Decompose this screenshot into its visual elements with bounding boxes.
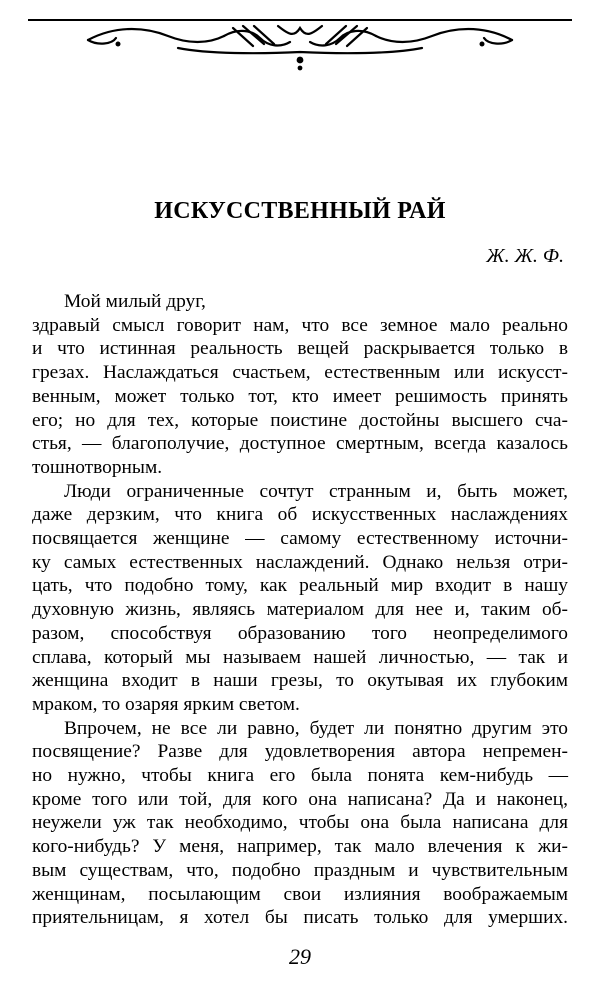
text-line: духовную жизнь, являясь материалом для нее и, таким об- xyxy=(32,599,568,621)
text-line: но нужно, чтобы книга его была понята кем-нибудь — xyxy=(32,765,568,787)
text-line: Впрочем, не все ли равно, будет ли понятно другим это xyxy=(64,717,568,739)
text-line: неужели уж так необходимо, чтобы она была написана для xyxy=(32,812,568,834)
text-line: венным, может только тот, кто имеет решимость принять xyxy=(32,385,568,407)
page-number: 29 xyxy=(289,944,311,969)
text-line: тошнотворным. xyxy=(32,456,163,478)
text-line: кроме того или той, для кого она написана? Да и наконец, xyxy=(32,788,568,810)
text-line: посвящается женщине — самому естественному источни- xyxy=(32,528,568,550)
text-line: посвящение? Разве для удовлетворения автора непремен- xyxy=(32,741,568,763)
text-line: мраком, то озаряя ярким светом. xyxy=(32,693,300,715)
text-line: вым существам, что, подобно праздным и чувствительным xyxy=(32,859,568,881)
paragraph xyxy=(32,480,568,717)
text-line: женщина входит в наши грезы, то окутывая их глубоким xyxy=(32,670,568,692)
paragraph xyxy=(32,290,568,480)
text-line: здравый смысл говорит нам, что все земное мало реально xyxy=(32,314,568,336)
text-line: грезах. Наслаждаться счастьем, естественным или искусст- xyxy=(32,362,568,384)
text-line: и что истинная реальность вещей раскрывается только в xyxy=(32,338,568,360)
text-line: Люди ограниченные сочтут странным и, быть может, xyxy=(64,480,568,502)
text-line: цать, что подобно тому, как реальный мир входит в нашу xyxy=(32,575,568,597)
text-line: разом, способствуя образованию того неопределимого xyxy=(32,622,568,644)
chapter-title: ИСКУССТВЕННЫЙ РАЙ xyxy=(154,198,446,224)
decorative-ornament-header xyxy=(28,14,572,72)
text-line: приятельницам, я хотел бы писать только для умерших. xyxy=(32,907,568,929)
text-line: его; но для тех, которые поистине достойны высшего сча- xyxy=(32,409,568,431)
dedication-signature: Ж. Ж. Ф. xyxy=(486,245,564,267)
text-line: кого-нибудь? У меня, например, так мало влечения к жи- xyxy=(32,836,568,858)
text-line: женщинам, посылающим свои излияния воображаемым xyxy=(32,883,568,905)
text-line: даже дерзким, что книга об искусственных наслаждениях xyxy=(32,504,568,526)
text-line: стья, — благополучие, доступное смертным, всегда казалось xyxy=(32,433,568,455)
text-line: сплава, который мы называем нашей личностью, — так и xyxy=(32,646,568,668)
paragraph xyxy=(32,717,568,930)
body-text xyxy=(32,290,568,930)
text-line: ку самых естественных наслаждений. Однако нельзя отри- xyxy=(32,551,568,573)
text-line: Мой милый друг, xyxy=(64,291,206,312)
